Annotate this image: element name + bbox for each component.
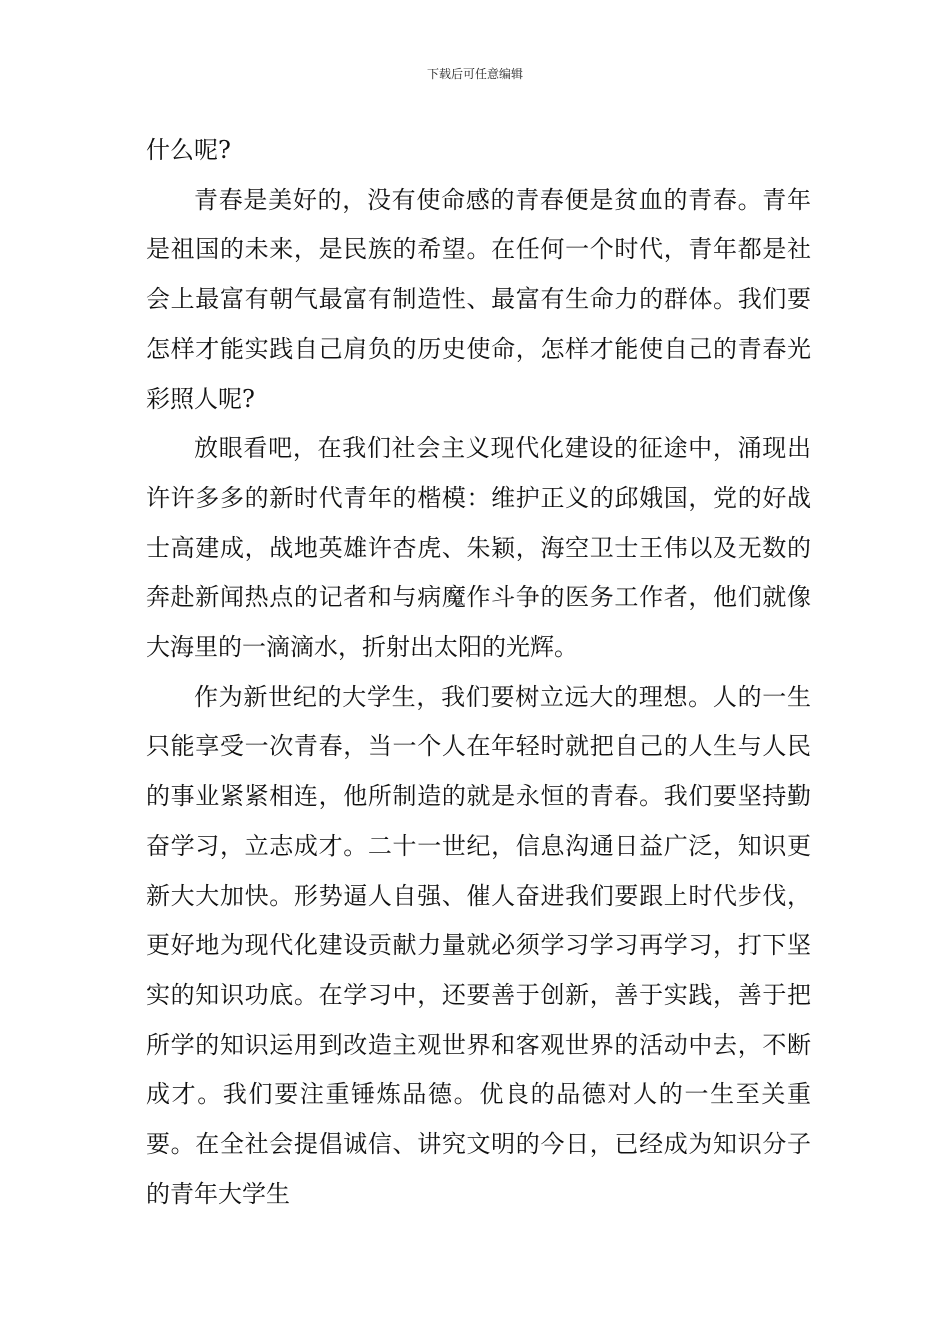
page-header: 下载后可任意编辑 [426, 67, 523, 81]
paragraph-2: 青春是美好的，没有使命感的青春便是贫血的青春。青年是祖国的未来，是民族的希望。在任何一个时代，青年都是社会上最富有朝气最富有制造性、最富有生命力的群体。我们要怎样才能实践自己肩负的历史使命，怎样才能使自己的青春光彩照人呢? [146, 185, 811, 413]
paragraph-4: 作为新世纪的大学生，我们要树立远大的理想。人的一生只能享受一次青春，当一个人在年轻时就把自己的人生与人民的事业紧紧相连，他所制造的就是永恒的青春。我们要坚持勤奋学习，立志成才。二十一世纪，信息沟通日益广泛，知识更新大大加快。形势逼人自强、催人奋进我们要跟上时代步伐，更好地为现代化建设贡献力量就必须学习学习再学习，打下坚实的知识功底。在学习中，还要善于创新，善于实践，善于把所学的知识运用到改造主观世界和客观世界的活动中去，不断成才。我们要注重锤炼品德。优良的品德对人的一生至关重要。在全社会提倡诚信、讲究文明的今日，已经成为知识分子的青年大学生 [146, 682, 811, 1208]
paragraph-3: 放眼看吧，在我们社会主义现代化建设的征途中，涌现出许许多多的新时代青年的楷模：维护正义的邱娥国，党的好战士高建成，战地英雄许杏虎、朱颖，海空卫士王伟以及无数的奔赴新闻热点的记者和与病魔作斗争的医务工作者，他们就像大海里的一滴滴水，折射出太阳的光辉。 [146, 434, 811, 662]
document-body [146, 126, 811, 1219]
paragraph-1: 什么呢? [146, 136, 231, 164]
